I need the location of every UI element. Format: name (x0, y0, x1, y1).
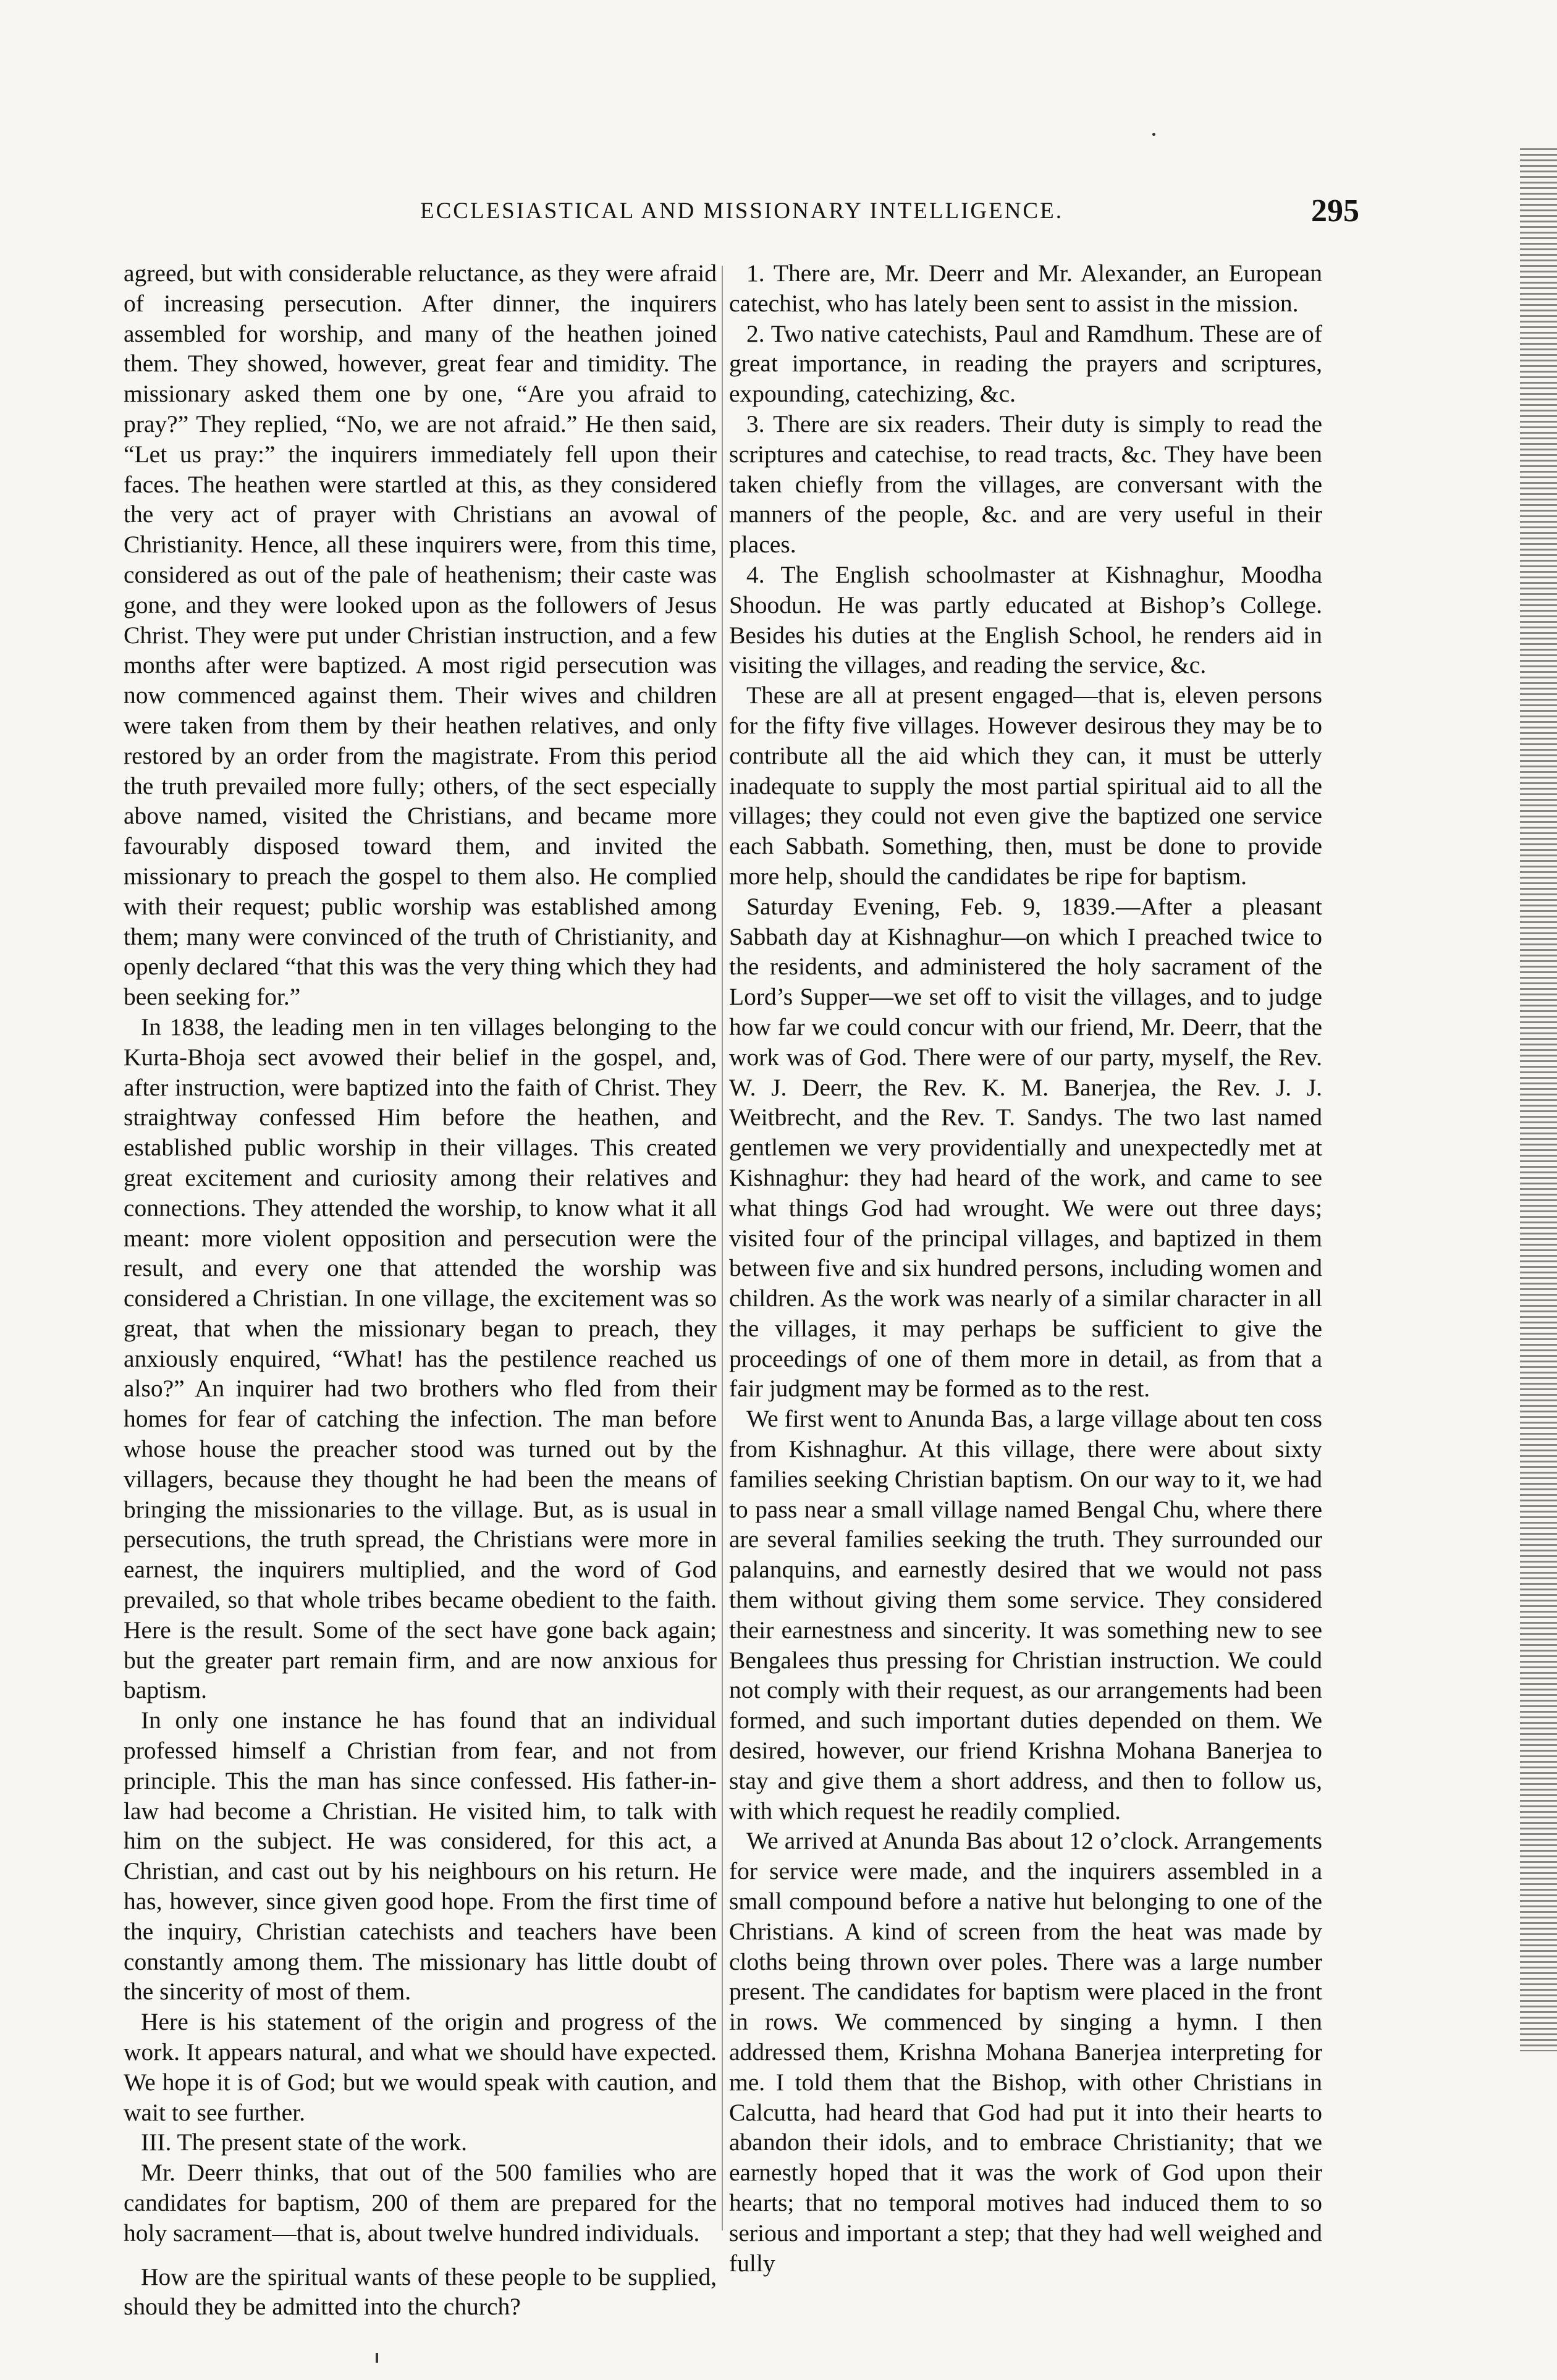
paragraph: We first went to Anunda Bas, a large village about ten coss from Kishnaghur. At this village, there were about sixty families seeking Christian baptism. On our way to it, we had to pass near a small village named Bengal Chu, where there are several families seeking the truth. They surrounded our palanquins, and earnestly desired that we would not pass them without giving them some service. They considered their earnestness and sincerity. It was something new to see Bengalees thus pressing for Christian instruction. We could not comply with their request, as our arrangements had been formed, and such important duties depended on them. We desired, however, our friend Krishna Mohana Banerjea to stay and give them a short address, and then to follow us, with which request he readily complied. (729, 1405, 1322, 1825)
paragraph: In only one instance he has found that an individual professed himself a Christian from fear, and not from principle. This the man has since confessed. His father-in-law had become a Christian. He visited him, to talk with him on the subject. He was considered, for this act, a Christian, and cast out by his neighbours on his return. He has, however, since given good hope. From the first time of the inquiry, Christian catechists and teachers have been constantly among them. The missionary has little doubt of the sincerity of most of them. (124, 1707, 717, 2006)
scan-speck (1152, 133, 1155, 136)
running-head (124, 193, 1359, 234)
running-title: ECCLESIASTICAL AND MISSIONARY INTELLIGENCE. (420, 198, 1063, 224)
left-column (124, 258, 717, 2321)
paragraph: We arrived at Anunda Bas about 12 o’clock. Arrangements for service were made, and the inquirers assembled in a small compound before a native hut belonging to one of the Christians. A kind of screen from the heat was made by cloths being thrown over poles. There was a large number present. The candidates for baptism were placed in the front in rows. We commenced by singing a hymn. I then addressed them, Krishna Mohana Banerjea interpreting for me. I told them that the Bishop, with other Christians in Calcutta, had heard that God had put it into their hearts to abandon their idols, and to embrace Christianity; that we earnestly hoped that it was the work of God upon their hearts; that no temporal motives had induced them to so serious and important a step; that they had well weighed and fully (729, 1827, 1322, 2277)
paragraph: agreed, but with considerable reluctance, as they were afraid of increasing persecution. After dinner, the inquirers assembled for worship, and many of the heathen joined them. They showed, however, great fear and timidity. The missionary asked them one by one, “Are you afraid to pray?” They replied, “No, we are not afraid.” He then said, “Let us pray:” the inquirers immediately fell upon their faces. The heathen were startled at this, as they considered the very act of prayer with Christians an avowal of Christianity. Hence, all these inquirers were, from this time, considered as out of the pale of heathenism; their caste was gone, and they were looked upon as the followers of Jesus Christ. They were put under Christian instruction, and a few months after were baptized. A most rigid persecution was now commenced against them. Their wives and children were taken from them by their heathen relatives, and only restored by an order from the magistrate. From this period the truth prevailed more fully; others, of the sect especially above named, visited the Christians, and became more favourably disposed toward them, and invited the missionary to preach the gospel to them also. He complied with their request; public worship was established among them; many were convinced of the truth of Christianity, and openly declared “that this was the very thing which they had been seeking for.” (124, 260, 717, 1011)
paragraph: In 1838, the leading men in ten villages belonging to the Kurta-Bhoja sect avowed their belief in the gospel, and, after instruction, were baptized into the faith of Christ. They straightway confessed Him before the heathen, and established public worship in their villages. This created great excitement and curiosity among their relatives and connections. They attended the worship, to know what it all meant: more violent opposition and persecution were the result, and every one that attended the worship was considered a Christian. In one village, the excitement was so great, that when the missionary began to preach, they anxiously enquired, “What! has the pestilence reached us also?” An inquirer had two brothers who fled from their homes for fear of catching the infection. The man before whose house the preacher stood was turned out by the villagers, because they thought he had been the means of bringing the missionaries to the village. But, as is usual in persecutions, the truth spread, the Christians were more in earnest, the inquirers multiplied, and the word of God prevailed, so that whole tribes became obedient to the faith. Here is the result. Some of the sect have gone back again; but the greater part remain firm, and are now anxious for baptism. (124, 1013, 717, 1704)
paragraph: Here is his statement of the origin and progress of the work. It appears natural, and what we should have expected. We hope it is of God; but we would speak with caution, and wait to see further. (124, 2008, 717, 2126)
paragraph: Mr. Deerr thinks, that out of the 500 families who are candidates for baptism, 200 of them are prepared for the holy sacrament—that is, about twelve hundred individuals. (124, 2159, 717, 2247)
section-heading: III. The present state of the work. (141, 2129, 467, 2156)
list-item: 3. There are six readers. Their duty is simply to read the scriptures and catechise, to read tracts, &c. They have been taken chiefly from the villages, are conversant with the manners of the people, &c. and are very useful in their places. (729, 410, 1322, 559)
page-number: 295 (1311, 193, 1359, 229)
list-item: 1. There are, Mr. Deerr and Mr. Alexander, an European catechist, who has lately been sent to assist in the mission. (729, 260, 1322, 317)
list-item: 2. Two native catechists, Paul and Ramdhum. These are of great importance, in reading the prayers and scriptures, expounding, catechizing, &c. (729, 319, 1322, 408)
scan-speck-bottom (376, 2353, 378, 2363)
paragraph: How are the spiritual wants of these people to be supplied, should they be admitted into the church? (124, 2263, 717, 2321)
list-item: 4. The English schoolmaster at Kishnaghur, Moodha Shoodun. He was partly educated at Bishop’s College. Besides his duties at the English School, he renders aid in visiting the villages, and reading the service, &c. (729, 560, 1322, 679)
paragraph: These are all at present engaged—that is, eleven persons for the fifty five villages. However desirous they may be to contribute all the aid which they can, it must be utterly inadequate to supply the most partial spiritual aid to all the villages; they could not even give the baptized one service each Sabbath. Something, then, must be done to provide more help, should the candidates be ripe for baptism. (729, 682, 1322, 890)
paragraph: Saturday Evening, Feb. 9, 1839.—After a pleasant Sabbath day at Kishnaghur—on which I preached twice to the residents, and administered the holy sacrament of the Lord’s Supper—we set off to visit the villages, and to judge how far we could concur with our friend, Mr. Deerr, that the work was of God. There were of our party, myself, the Rev. W. J. Deerr, the Rev. K. M. Banerjea, the Rev. J. J. Weitbrecht, and the Rev. T. Sandys. The two last named gentlemen we very providentially and unexpectedly met at Kishnaghur: they had heard of the work, and came to see what things God had wrought. We were out three days; visited four of the principal villages, and baptized in them between five and six hundred persons, including women and children. As the work was nearly of a similar character in all the villages, it may perhaps be sufficient to give the proceedings of one of them more in detail, as from that a fair judgment may be formed as to the rest. (729, 892, 1322, 1403)
binding-edge-shadow (1520, 148, 1557, 2051)
right-column (729, 258, 1322, 2277)
column-rule (722, 266, 723, 2230)
